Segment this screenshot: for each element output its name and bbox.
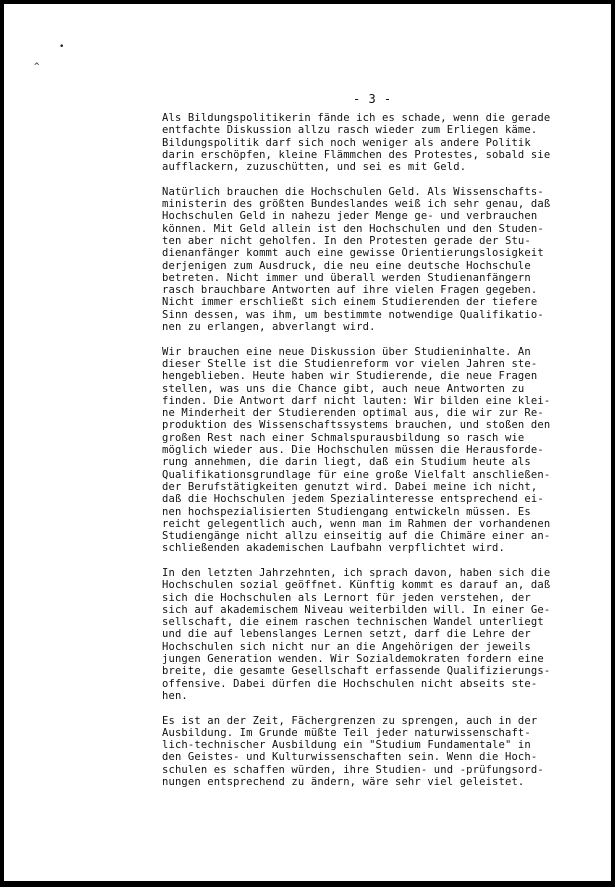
text-line: Nicht immer erschließt sich einem Studierenden der tiefere — [162, 296, 538, 309]
text-line: schließenden akademischen Laufbahn verpflichtet wird. — [162, 542, 505, 555]
text-line: darin erschöpfen, kleine Flämmchen des Protestes, sobald sie — [162, 148, 551, 161]
body-text — [162, 112, 592, 801]
text-line: nungen entsprechend zu ändern, wäre sehr viel geleistet. — [162, 776, 525, 789]
text-line: und die auf lebenslanges Lernen setzt, darf die Lehre der — [162, 628, 531, 641]
text-line: großen Rest nach einer Schmalspurausbildung so rasch wie — [162, 431, 525, 444]
text-line: schulen es schaffen würden, ihre Studien- und -prüfungsord- — [162, 763, 544, 776]
text-line: der Berufstätigkeiten genutzt wird. Dabei meine ich nicht, — [162, 480, 538, 493]
text-line: sellschaft, die einem raschen technischen Wandel unterliegt — [162, 616, 544, 629]
text-line: ministerin des größten Bundeslandes weiß ich sehr genau, daß — [162, 198, 551, 211]
text-line: dieser Stelle ist die Studienreform vor vielen Jahren ste- — [162, 357, 538, 370]
text-line: Hochschulen sozial geöffnet. Künftig kommt es darauf an, daß — [162, 579, 551, 592]
text-line: nen zu erlangen, abverlangt wird. — [162, 321, 376, 334]
text-line: Studiengänge nicht allzu einseitig auf die Chimäre einer an- — [162, 530, 551, 543]
text-line: Ausbildung. Im Grunde müßte Teil jeder naturwissenschaft- — [162, 726, 531, 739]
text-line: Sinn dessen, was ihm, um bestimmte notwendige Qualifikatio- — [162, 308, 544, 321]
text-line: Natürlich brauchen die Hochschulen Geld. Als Wissenschafts- — [162, 185, 544, 198]
text-line: lich-technischer Ausbildung ein "Studium Fundamentale" in — [162, 739, 531, 752]
text-line: möglich wieder aus. Die Hochschulen müssen die Herausforde- — [162, 444, 544, 457]
text-line: Qualifikationsgrundlage für eine große Vielfalt anschließen- — [162, 468, 551, 481]
text-line: betreten. Nicht immer und überall werden Studienanfängern — [162, 271, 531, 284]
paragraph — [162, 112, 592, 173]
paragraph — [162, 567, 592, 702]
text-line: Wir brauchen eine neue Diskussion über Studieninhalte. An — [162, 345, 531, 358]
paragraph — [162, 186, 592, 334]
text-line: reicht gelegentlich auch, wenn man im Rahmen der vorhandenen — [162, 517, 551, 530]
text-line: derjenigen zum Ausdruck, die neu eine deutsche Hochschule — [162, 259, 531, 272]
text-line: aufflackern, zuzuschütten, und sei es mit Geld. — [162, 161, 467, 174]
text-line: Hochschulen Geld in nahezu jeder Menge ge- und verbrauchen — [162, 210, 538, 223]
text-line: daß die Hochschulen jedem Spezialinteresse entsprechend ei- — [162, 493, 544, 506]
text-line: Als Bildungspolitikerin fände ich es schade, wenn die gerade — [162, 112, 551, 124]
stray-mark: ^ — [34, 62, 40, 72]
document-page — [4, 4, 611, 881]
text-line: sich auf akademischem Niveau weiterbilden will. In einer Ge- — [162, 603, 551, 616]
text-line: Hochschulen sich nicht nur an die Angehörigen der jeweils — [162, 640, 531, 653]
text-line: rung annehmen, die darin liegt, daß ein Studium heute als — [162, 456, 531, 469]
text-line: ne Minderheit der Studierenden optimal aus, die wir zur Re- — [162, 407, 544, 420]
text-line: breite, die gesamte Gesellschaft erfassende Qualifizierungs- — [162, 665, 551, 678]
text-line: Es ist an der Zeit, Fächergrenzen zu sprengen, auch in der — [162, 714, 538, 727]
text-line: entfachte Diskussion allzu rasch wieder zum Erliegen käme. — [162, 124, 538, 137]
stray-mark: • — [59, 42, 65, 52]
text-line: rasch brauchbare Antworten auf ihre vielen Fragen gegeben. — [162, 284, 538, 297]
text-line: hen. — [162, 689, 188, 702]
text-line: sich die Hochschulen als Lernort für jeden verstehen, der — [162, 591, 531, 604]
paragraph — [162, 715, 592, 789]
text-line: In den letzten Jahrzehnten, ich sprach davon, haben sich die — [162, 566, 551, 579]
text-line: hengeblieben. Heute haben wir Studierende, die neue Fragen — [162, 370, 538, 383]
text-line: können. Mit Geld allein ist den Hochschulen und den Studen- — [162, 222, 544, 235]
paragraph — [162, 346, 592, 555]
text-line: den Geistes- und Kulturwissenschaften sein. Wenn die Hoch- — [162, 751, 538, 764]
text-line: offensive. Dabei dürfen die Hochschulen nicht abseits ste- — [162, 677, 538, 690]
text-line: ten aber nicht geholfen. In den Protesten gerade der Stu- — [162, 234, 531, 247]
text-line: nen hochspezialisierten Studiengang entwickeln müssen. Es — [162, 505, 531, 518]
text-line: finden. Die Antwort darf nicht lauten: Wir bilden eine klei- — [162, 394, 551, 407]
text-line: produktion des Wissenschaftssystems brauchen, und stoßen den — [162, 419, 551, 432]
text-line: Bildungspolitik darf sich noch weniger als andere Politik — [162, 136, 531, 149]
text-line: stellen, was uns die Chance gibt, auch neue Antworten zu — [162, 382, 525, 395]
text-line: jungen Generation wenden. Wir Sozialdemokraten fordern eine — [162, 653, 544, 666]
page-number: - 3 - — [353, 92, 392, 106]
text-line: dienanfänger kommt auch eine gewisse Orientierungslosigkeit — [162, 247, 544, 260]
